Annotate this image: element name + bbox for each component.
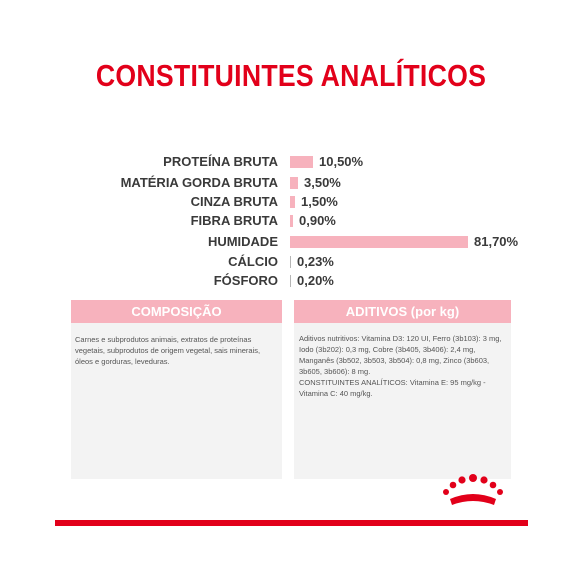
nutrient-row — [0, 253, 582, 271]
aditivos-heading: ADITIVOS (por kg) — [294, 300, 511, 323]
nutrient-label: FÓSFORO — [213, 273, 278, 288]
nutrient-value: 0,20% — [297, 273, 334, 288]
nutrient-label: CÁLCIO — [228, 254, 278, 269]
nutrient-bar — [290, 177, 298, 189]
nutrient-row — [0, 193, 582, 211]
nutrient-row — [0, 174, 582, 192]
nutrient-row — [0, 272, 582, 290]
nutrient-value: 3,50% — [304, 175, 341, 190]
nutrient-label: MATÉRIA GORDA BRUTA — [120, 175, 278, 190]
nutrient-bar — [290, 156, 313, 168]
nutrient-row — [0, 212, 582, 230]
nutrient-label: HUMIDADE — [207, 234, 278, 249]
crown-icon — [442, 472, 504, 508]
nutrient-value: 10,50% — [319, 154, 364, 169]
nutrient-value: 0,23% — [297, 254, 334, 269]
nutrient-value: 1,50% — [301, 194, 338, 209]
footer-line — [55, 520, 528, 526]
nutrient-row — [0, 233, 582, 251]
nutrient-row — [0, 153, 582, 171]
nutrient-label: CINZA BRUTA — [190, 194, 278, 209]
nutrient-bar — [290, 275, 291, 287]
nutrient-label: PROTEÍNA BRUTA — [163, 154, 278, 169]
composicao-text: Carnes e subprodutos animais, extratos de proteínas vegetais, subprodutos de origem vegetal, sais minerais, óleos e gorduras, leveduras. — [75, 335, 261, 366]
nutrient-bar — [290, 236, 468, 248]
page-title: CONSTITUINTES ANALÍTICOS — [95, 58, 487, 93]
composicao-heading: COMPOSIÇÃO — [71, 300, 282, 323]
nutrient-bar — [290, 256, 291, 268]
aditivos-text: Aditivos nutritivos: Vitamina D3: 120 UI, Ferro (3b103): 3 mg, Iodo (3b202): 0,3 mg, Cobre (3b405, 3b406): 2,4 mg, Manganês (3b502, 3b503, 3b504): 0,8 mg, Zinco (3b603, 3b605, 3b606): 8 mg. CONSTITUINTES ANALÍTICOS: Vitamina E: 95 mg/kg - Vitamina C: 40 mg/kg. — [299, 334, 502, 398]
nutrient-label: FIBRA BRUTA — [190, 213, 278, 228]
nutrient-value: 81,70% — [474, 234, 519, 249]
composicao-panel — [71, 323, 282, 479]
nutrient-bar — [290, 196, 295, 208]
aditivos-panel — [294, 323, 511, 479]
nutrient-bar — [290, 215, 293, 227]
nutrient-value: 0,90% — [299, 213, 336, 228]
